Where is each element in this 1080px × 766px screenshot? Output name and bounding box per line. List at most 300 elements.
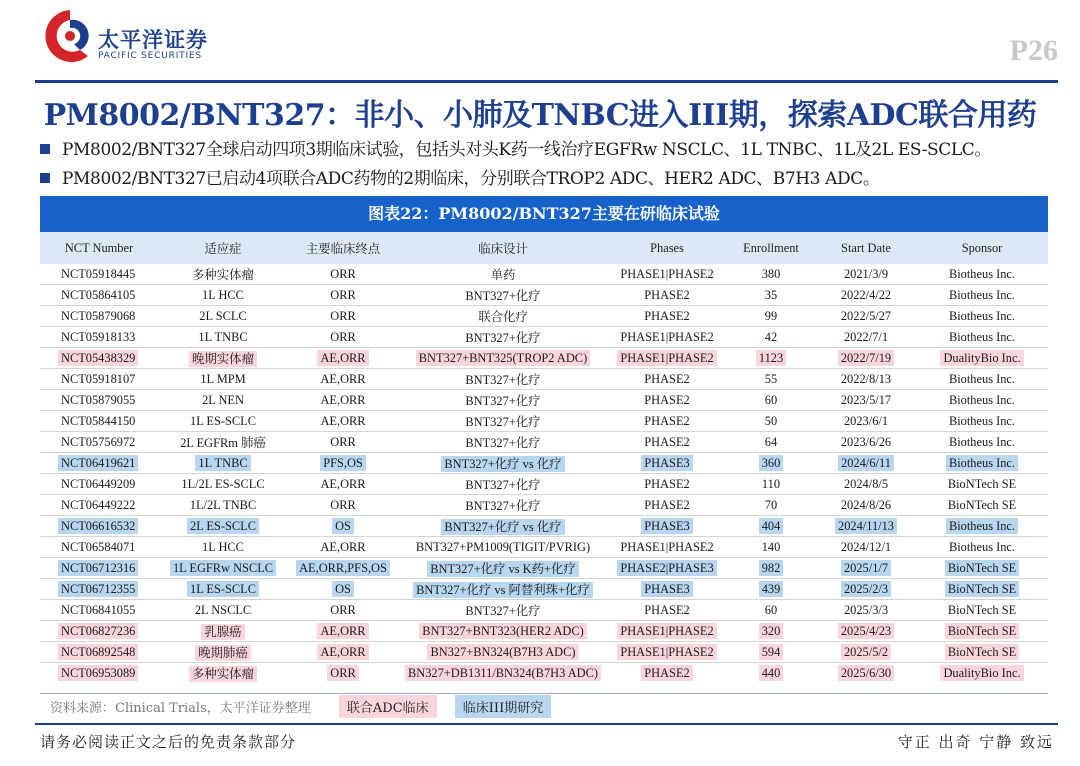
cell-text: PFS,OS — [320, 455, 366, 471]
table-cell — [608, 264, 726, 285]
table-cell — [608, 285, 726, 306]
cell-text: 320 — [759, 623, 784, 639]
table-cell — [158, 579, 288, 600]
table-cell — [726, 516, 816, 537]
table-row — [40, 306, 1048, 327]
table-cell — [40, 453, 158, 474]
table-row — [40, 348, 1048, 369]
table-cell — [726, 264, 816, 285]
cell-text: 1L/2L TNBC — [189, 497, 257, 512]
table-row — [40, 516, 1048, 537]
cell-text: 2024/8/5 — [843, 476, 889, 491]
cell-text: BNT327+化疗 — [465, 394, 541, 408]
table-cell — [916, 369, 1048, 390]
table-cell — [158, 432, 288, 453]
table-cell — [608, 348, 726, 369]
cell-text: 多种实体瘤 — [192, 268, 254, 282]
table-cell — [288, 432, 398, 453]
cell-text: AE,ORR,PFS,OS — [296, 560, 390, 576]
table-row — [40, 411, 1048, 432]
cell-text: ORR — [330, 308, 356, 323]
table-cell — [726, 411, 816, 432]
cell-text: BNT327+化疗 — [465, 499, 541, 513]
cell-text: 594 — [759, 644, 784, 660]
table-cell — [816, 306, 916, 327]
cell-text: PHASE1|PHASE2 — [617, 644, 716, 660]
cell-text: NCT06449222 — [61, 497, 136, 512]
table-cell — [40, 621, 158, 642]
table-cell — [40, 285, 158, 306]
cell-text: PHASE3 — [641, 518, 692, 534]
cell-text: ORR — [330, 497, 356, 512]
table-cell — [816, 600, 916, 621]
cell-text: PHASE2|PHASE3 — [617, 560, 716, 576]
cell-text: NCT06584071 — [61, 539, 136, 554]
table-cell — [916, 495, 1048, 516]
cell-text: PHASE2 — [644, 497, 690, 512]
cell-text: 2025/1/7 — [841, 560, 891, 576]
table-cell — [288, 453, 398, 474]
cell-text: OS — [332, 581, 354, 597]
table-cell — [816, 495, 916, 516]
table-cell — [916, 411, 1048, 432]
table-cell — [608, 621, 726, 642]
company-motto: 守正 出奇 宁静 致远 — [897, 733, 1054, 751]
cell-text: 2024/8/26 — [840, 497, 892, 512]
table-cell — [726, 327, 816, 348]
cell-text: Biotheus Inc. — [948, 287, 1016, 302]
table-cell — [158, 516, 288, 537]
table-cell — [288, 558, 398, 579]
cell-text: 晚期肺癌 — [195, 645, 251, 661]
table-cell — [40, 411, 158, 432]
table-cell — [916, 516, 1048, 537]
table-cell — [158, 306, 288, 327]
cell-text: PHASE1|PHASE2 — [620, 266, 714, 281]
cell-text: 2L SCLC — [199, 308, 247, 323]
table-cell — [158, 264, 288, 285]
cell-text: ORR — [330, 266, 356, 281]
cell-text: BNT327+BNT325(TROP2 ADC) — [416, 350, 590, 366]
disclaimer-note: 请务必阅读正文之后的免责条款部分 — [40, 733, 297, 751]
column-header: 适应症 — [158, 232, 288, 264]
cell-text: 1L TNBC — [195, 455, 250, 471]
table-cell — [816, 348, 916, 369]
table-cell — [40, 600, 158, 621]
table-cell — [40, 537, 158, 558]
cell-text: 64 — [764, 434, 778, 449]
table-row — [40, 495, 1048, 516]
table-row — [40, 264, 1048, 285]
cell-text: 440 — [759, 665, 784, 681]
table-row — [40, 285, 1048, 306]
cell-text: NCT06827236 — [58, 623, 138, 639]
table-cell — [40, 516, 158, 537]
table-cell — [158, 537, 288, 558]
table-cell — [916, 306, 1048, 327]
cell-text: 439 — [759, 581, 784, 597]
cell-text: 2025/6/30 — [838, 665, 894, 681]
table-cell — [288, 369, 398, 390]
cell-text: OS — [332, 518, 354, 534]
table-cell — [726, 663, 816, 684]
cell-text: 2024/11/13 — [835, 518, 897, 534]
table-cell — [40, 579, 158, 600]
pacific-logo-icon — [40, 6, 96, 68]
table-cell — [398, 390, 608, 411]
footer-divider — [35, 723, 1058, 725]
cell-text: 380 — [761, 266, 781, 281]
cell-text: 2025/5/2 — [841, 644, 891, 660]
cell-text: BNT327+化疗 vs 化疗 — [441, 456, 564, 472]
table-cell — [726, 306, 816, 327]
cell-text: 2025/2/3 — [841, 581, 891, 597]
table-cell — [398, 306, 608, 327]
bullet-square-icon — [40, 144, 50, 154]
cell-text: 1L ES-SCLC — [190, 413, 256, 428]
cell-text: AE,ORR — [320, 392, 366, 407]
cell-text: NCT05918133 — [61, 329, 136, 344]
table-cell — [608, 537, 726, 558]
cell-text: 2024/12/1 — [840, 539, 892, 554]
table-row — [40, 453, 1048, 474]
table-cell — [608, 663, 726, 684]
table-cell — [816, 285, 916, 306]
table-cell — [288, 579, 398, 600]
bullet-point — [40, 164, 879, 189]
table-cell — [158, 495, 288, 516]
table-cell — [608, 327, 726, 348]
table-cell — [726, 642, 816, 663]
cell-text: 60 — [764, 602, 778, 617]
cell-text: 110 — [761, 476, 781, 491]
cell-text: 1L ES-SCLC — [187, 581, 259, 597]
cell-text: NCT05438329 — [58, 350, 138, 366]
table-cell — [608, 432, 726, 453]
table-cell — [158, 621, 288, 642]
cell-text: PHASE2 — [644, 434, 690, 449]
table-cell — [158, 285, 288, 306]
table-title: 图表22：PM8002/BNT327主要在研临床试验 — [40, 196, 1048, 232]
legend-adc-combination: 联合ADC临床 — [339, 695, 437, 718]
table-cell — [726, 369, 816, 390]
table-cell — [726, 474, 816, 495]
table-cell — [916, 285, 1048, 306]
table-row — [40, 558, 1048, 579]
table-cell — [916, 558, 1048, 579]
table-row — [40, 390, 1048, 411]
table-cell — [608, 495, 726, 516]
table-row — [40, 432, 1048, 453]
cell-text: NCT06616532 — [58, 518, 138, 534]
table-cell — [40, 642, 158, 663]
table-cell — [398, 642, 608, 663]
cell-text: ORR — [330, 602, 356, 617]
table-cell — [726, 495, 816, 516]
table-cell — [608, 411, 726, 432]
cell-text: 1L MPM — [200, 371, 246, 386]
table-cell — [288, 663, 398, 684]
table-cell — [40, 390, 158, 411]
cell-text: BNT327+化疗 — [465, 436, 541, 450]
table-cell — [726, 579, 816, 600]
cell-text: PHASE2 — [644, 287, 690, 302]
column-header: Phases — [608, 232, 726, 264]
cell-text: AE,ORR — [317, 350, 368, 366]
table-cell — [916, 537, 1048, 558]
table-cell — [40, 558, 158, 579]
table-row — [40, 621, 1048, 642]
table-cell — [726, 600, 816, 621]
cell-text: 2022/7/1 — [843, 329, 889, 344]
table-cell — [398, 264, 608, 285]
table-row — [40, 663, 1048, 684]
cell-text: 1L EGFRw NSCLC — [170, 560, 276, 576]
cell-text: NCT05918107 — [61, 371, 136, 386]
table-cell — [398, 285, 608, 306]
table-cell — [288, 621, 398, 642]
page-title: PM8002/BNT327：非小、小肺及TNBC进入III期，探索ADC联合用药 — [43, 98, 1037, 133]
table-cell — [288, 390, 398, 411]
table-row — [40, 600, 1048, 621]
table-cell — [158, 474, 288, 495]
cell-text: AE,ORR — [320, 371, 366, 386]
table-cell — [398, 432, 608, 453]
page-number: P26 — [1009, 34, 1058, 67]
cell-text: 2025/3/3 — [843, 602, 889, 617]
cell-text: Biotheus Inc. — [948, 434, 1016, 449]
bullet-point — [40, 135, 991, 160]
cell-text: 晚期实体瘤 — [189, 351, 257, 367]
table-cell — [288, 264, 398, 285]
cell-text: 2025/4/23 — [838, 623, 894, 639]
table-cell — [726, 453, 816, 474]
cell-text: PHASE1|PHASE2 — [620, 329, 714, 344]
cell-text: NCT06841055 — [61, 602, 136, 617]
cell-text: PHASE2 — [644, 392, 690, 407]
cell-text: Biotheus Inc. — [948, 392, 1016, 407]
table-cell — [288, 474, 398, 495]
bullet-square-icon — [40, 173, 50, 183]
table-cell — [40, 474, 158, 495]
table-cell — [816, 621, 916, 642]
cell-text: BNT327+化疗 — [465, 289, 541, 303]
table-cell — [816, 327, 916, 348]
cell-text: Biotheus Inc. — [946, 455, 1018, 471]
source-note — [40, 693, 1048, 718]
cell-text: 1L/2L ES-SCLC — [181, 476, 265, 491]
table-cell — [398, 621, 608, 642]
cell-text: 1L HCC — [202, 539, 244, 554]
column-header: 主要临床终点 — [288, 232, 398, 264]
table-cell — [816, 369, 916, 390]
cell-text: PHASE2 — [644, 476, 690, 491]
cell-text: BNT327+化疗 — [465, 373, 541, 387]
cell-text: 404 — [759, 518, 784, 534]
cell-text: 2L NSCLC — [194, 602, 252, 617]
cell-text: 2021/3/9 — [843, 266, 889, 281]
table-cell — [608, 390, 726, 411]
cell-text: PHASE1|PHASE2 — [617, 350, 716, 366]
cell-text: ORR — [327, 665, 358, 681]
brand-logo — [40, 6, 230, 68]
table-cell — [398, 600, 608, 621]
header-divider — [35, 80, 1058, 83]
table-cell — [288, 516, 398, 537]
table-cell — [916, 642, 1048, 663]
table-cell — [726, 390, 816, 411]
cell-text: Biotheus Inc. — [948, 308, 1016, 323]
cell-text: 70 — [764, 497, 778, 512]
cell-text: 60 — [764, 392, 778, 407]
table-cell — [608, 306, 726, 327]
table-cell — [816, 411, 916, 432]
table-cell — [40, 348, 158, 369]
table-cell — [816, 453, 916, 474]
cell-text: Biotheus Inc. — [948, 413, 1016, 428]
table-cell — [916, 621, 1048, 642]
table-cell — [40, 264, 158, 285]
table-cell — [398, 369, 608, 390]
cell-text: PHASE1|PHASE2 — [617, 623, 716, 639]
table-cell — [40, 306, 158, 327]
cell-text: BioNTech SE — [945, 623, 1019, 639]
table-cell — [816, 432, 916, 453]
legend-phase3: 临床III期研究 — [455, 695, 551, 718]
table-cell — [40, 495, 158, 516]
cell-text: NCT06712316 — [58, 560, 138, 576]
table-cell — [40, 369, 158, 390]
column-header: Enrollment — [726, 232, 816, 264]
table-cell — [608, 474, 726, 495]
table-cell — [816, 663, 916, 684]
table-cell — [816, 642, 916, 663]
table-cell — [816, 474, 916, 495]
table-cell — [816, 558, 916, 579]
table-cell — [398, 453, 608, 474]
table-cell — [916, 579, 1048, 600]
table-row — [40, 369, 1048, 390]
table-cell — [726, 558, 816, 579]
table-row — [40, 537, 1048, 558]
cell-text: Biotheus Inc. — [948, 329, 1016, 344]
cell-text: 多种实体瘤 — [189, 666, 257, 682]
table-cell — [608, 369, 726, 390]
table-cell — [158, 411, 288, 432]
table-cell — [288, 495, 398, 516]
table-cell — [608, 600, 726, 621]
table-cell — [916, 390, 1048, 411]
cell-text: 1123 — [756, 350, 786, 366]
table-cell — [608, 453, 726, 474]
cell-text: 2022/7/19 — [838, 350, 894, 366]
cell-text: BNT327+化疗 vs 阿替利珠+化疗 — [413, 582, 593, 598]
cell-text: NCT05879068 — [61, 308, 136, 323]
table-cell — [40, 432, 158, 453]
table-cell — [608, 579, 726, 600]
table-body — [40, 264, 1048, 683]
table-cell — [608, 516, 726, 537]
cell-text: BioNTech SE — [947, 476, 1017, 491]
cell-text: AE,ORR — [320, 539, 366, 554]
cell-text: 360 — [759, 455, 784, 471]
table-cell — [916, 663, 1048, 684]
clinical-trials-table-block — [40, 196, 1048, 683]
table-cell — [608, 642, 726, 663]
cell-text: PHASE2 — [644, 602, 690, 617]
cell-text: BNT327+化疗 — [465, 604, 541, 618]
table-cell — [916, 348, 1048, 369]
cell-text: 2L NEN — [202, 392, 244, 407]
cell-text: Biotheus Inc. — [948, 266, 1016, 281]
cell-text: 2024/6/11 — [838, 455, 894, 471]
cell-text: Biotheus Inc. — [948, 539, 1016, 554]
cell-text: 99 — [764, 308, 778, 323]
table-cell — [288, 348, 398, 369]
cell-text: AE,ORR — [317, 623, 368, 639]
cell-text: NCT05756972 — [61, 434, 136, 449]
cell-text: BioNTech SE — [945, 644, 1019, 660]
cell-text: PHASE3 — [641, 455, 692, 471]
cell-text: BNT327+化疗 vs 化疗 — [441, 519, 564, 535]
column-header: Sponsor — [916, 232, 1048, 264]
table-row — [40, 579, 1048, 600]
cell-text: ORR — [330, 434, 356, 449]
table-cell — [398, 537, 608, 558]
cell-text: BN327+BN324(B7H3 ADC) — [427, 644, 578, 660]
cell-text: 1L HCC — [202, 287, 244, 302]
table-cell — [158, 642, 288, 663]
table-cell — [158, 348, 288, 369]
cell-text: BNT327+PM1009(TIGIT/PVRIG) — [415, 539, 591, 554]
clinical-trials-table — [40, 232, 1048, 683]
table-cell — [916, 432, 1048, 453]
cell-text: 2022/5/27 — [840, 308, 892, 323]
table-cell — [398, 516, 608, 537]
cell-text: BNT327+BNT323(HER2 ADC) — [419, 623, 587, 639]
table-cell — [158, 663, 288, 684]
table-cell — [726, 348, 816, 369]
table-cell — [158, 453, 288, 474]
table-row — [40, 642, 1048, 663]
table-cell — [158, 327, 288, 348]
table-cell — [288, 285, 398, 306]
cell-text: DualityBio Inc. — [940, 665, 1023, 681]
cell-text: AE,ORR — [320, 413, 366, 428]
table-cell — [398, 327, 608, 348]
cell-text: BNT327+化疗 — [465, 478, 541, 492]
cell-text: PHASE2 — [644, 413, 690, 428]
source-text: 资料来源：Clinical Trials，太平洋证券整理 — [50, 701, 311, 716]
column-header: NCT Number — [40, 232, 158, 264]
table-cell — [288, 537, 398, 558]
table-header-row — [40, 232, 1048, 264]
brand-name-en: PACIFIC SECURITIES — [98, 51, 202, 61]
cell-text: 2023/6/1 — [843, 413, 889, 428]
table-cell — [726, 432, 816, 453]
table-cell — [398, 663, 608, 684]
bullet-text: PM8002/BNT327已启动4项联合ADC药物的2期临床，分别联合TROP2 ADC、HER2 ADC、B7H3 ADC。 — [62, 169, 880, 189]
table-cell — [816, 390, 916, 411]
table-cell — [288, 306, 398, 327]
cell-text: 982 — [759, 560, 784, 576]
table-cell — [726, 285, 816, 306]
cell-text: 2022/4/22 — [840, 287, 892, 302]
brand-name-cn: 太平洋证券 — [98, 28, 208, 52]
cell-text: 单药 — [490, 268, 516, 282]
table-cell — [398, 411, 608, 432]
table-cell — [608, 558, 726, 579]
